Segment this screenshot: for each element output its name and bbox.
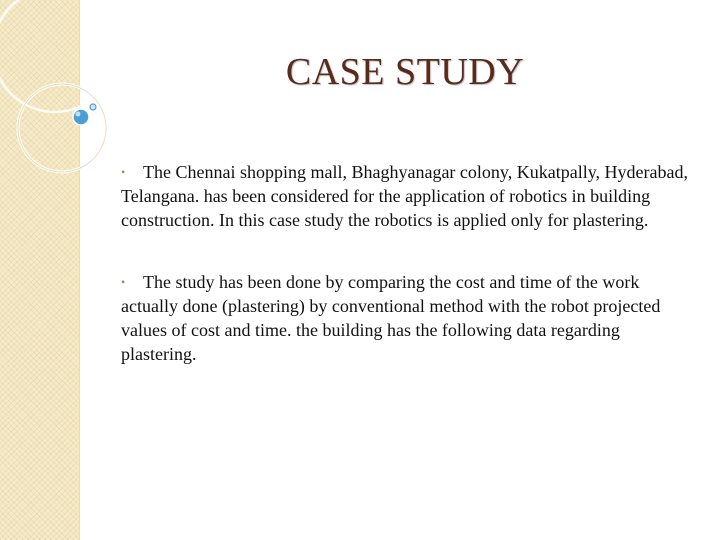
bullet-item [121,270,693,366]
bullet-text: The study has been done by comparing the cost and time of the work actually done (plastering) by conventional method with the robot projected values of cost and time. the building has the following data regarding plastering. [121,272,661,364]
bullet-text: The Chennai shopping mall, Bhaghyanagar colony, Kukatpally, Hyderabad, Telangana. has been considered for the application of robotics in building construction. In this case study the robotics is applied only for plastering. [121,162,689,230]
large-ring [0,0,117,112]
blue-bubble-icon [73,109,89,125]
bullet-dot-icon: • [121,165,126,179]
bullet-dot-icon: • [121,275,126,289]
blue-bubble-highlight [76,112,81,117]
slide-title: CASE STUDY [285,51,525,93]
small-bubble-icon [90,104,96,110]
bullet-list [121,160,693,404]
decorative-circles [0,0,140,220]
bullet-item [121,160,693,232]
medium-ring-edge [18,84,106,172]
